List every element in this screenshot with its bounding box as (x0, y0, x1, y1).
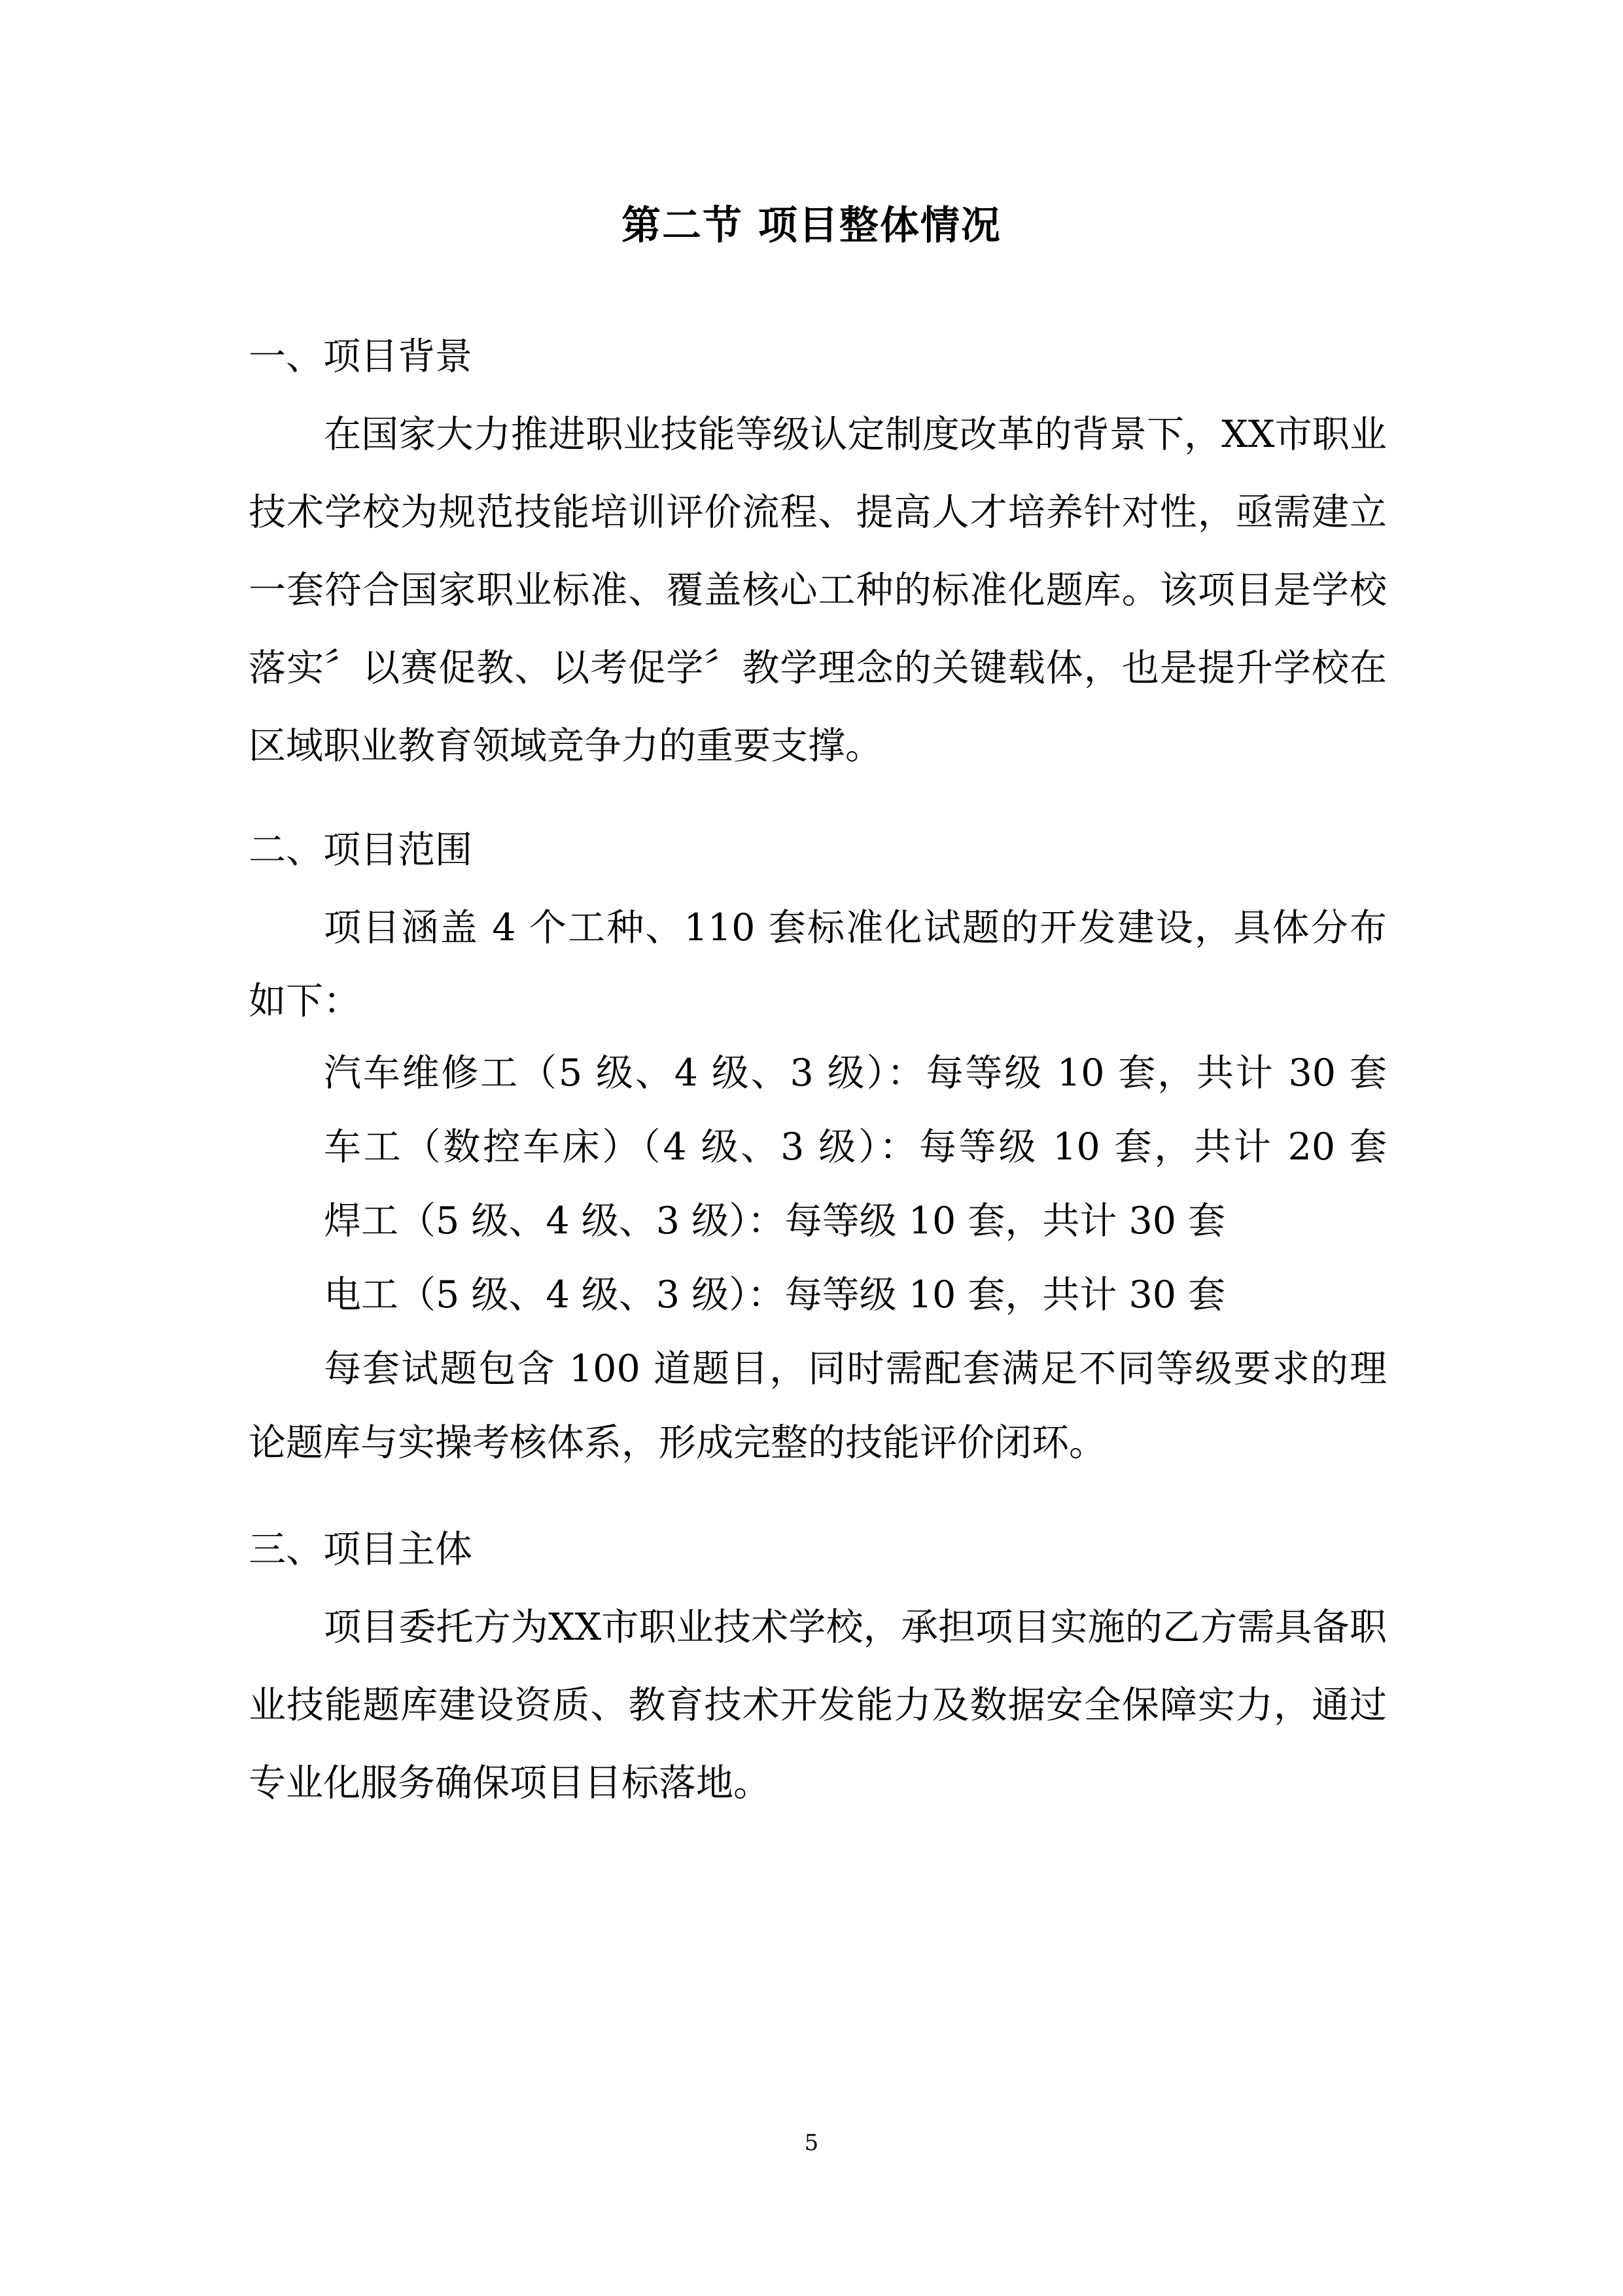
scope-list-item: 焊工（5 级、4 级、3 级）：每等级 10 套，共计 30 套 (324, 1199, 1226, 1243)
heading-project-entity: 三、项目主体 (249, 1528, 472, 1571)
paragraph-line: 在国家大力推进职业技能等级认定制度改革的背景下，XX市职业 (324, 413, 1387, 456)
paragraph-line: 区域职业教育领域竞争力的重要支撑。 (249, 724, 882, 768)
paragraph-line: 技术学校为规范技能培训评价流程、提高人才培养针对性，亟需建立 (249, 491, 1387, 534)
heading-project-scope: 二、项目范围 (249, 828, 472, 872)
page-number: 5 (804, 2130, 819, 2156)
paragraph-line: 业技能题库建设资质、教育技术开发能力及数据安全保障实力，通过 (249, 1684, 1387, 1727)
scope-list-item: 电工（5 级、4 级、3 级）：每等级 10 套，共计 30 套 (324, 1273, 1226, 1316)
heading-project-background: 一、项目背景 (249, 335, 472, 378)
paragraph-line: 项目涵盖 4 个工种、110 套标准化试题的开发建设，具体分布 (324, 906, 1387, 949)
paragraph-line: 一套符合国家职业标准、覆盖核心工种的标准化题库。该项目是学校 (249, 569, 1387, 612)
scope-list-item: 车工（数控车床）（4 级、3 级）：每等级 10 套，共计 20 套 (324, 1125, 1387, 1169)
paragraph-line: 专业化服务确保项目目标落地。 (249, 1761, 771, 1805)
paragraph-line: 落实〞以赛促教、以考促学〞教学理念的关键载体，也是提升学校在 (249, 646, 1387, 690)
section-title: 第二节 项目整体情况 (621, 203, 1002, 249)
paragraph-line: 项目委托方为XX市职业技术学校，承担项目实施的乙方需具备职 (324, 1606, 1387, 1649)
paragraph-line: 论题库与实操考核体系，形成完整的技能评价闭环。 (249, 1421, 1106, 1464)
paragraph-line: 如下： (249, 980, 360, 1023)
scope-list-item: 汽车维修工（5 级、4 级、3 级）：每等级 10 套，共计 30 套 (324, 1051, 1387, 1095)
paragraph-line: 每套试题包含 100 道题目，同时需配套满足不同等级要求的理 (324, 1347, 1387, 1390)
